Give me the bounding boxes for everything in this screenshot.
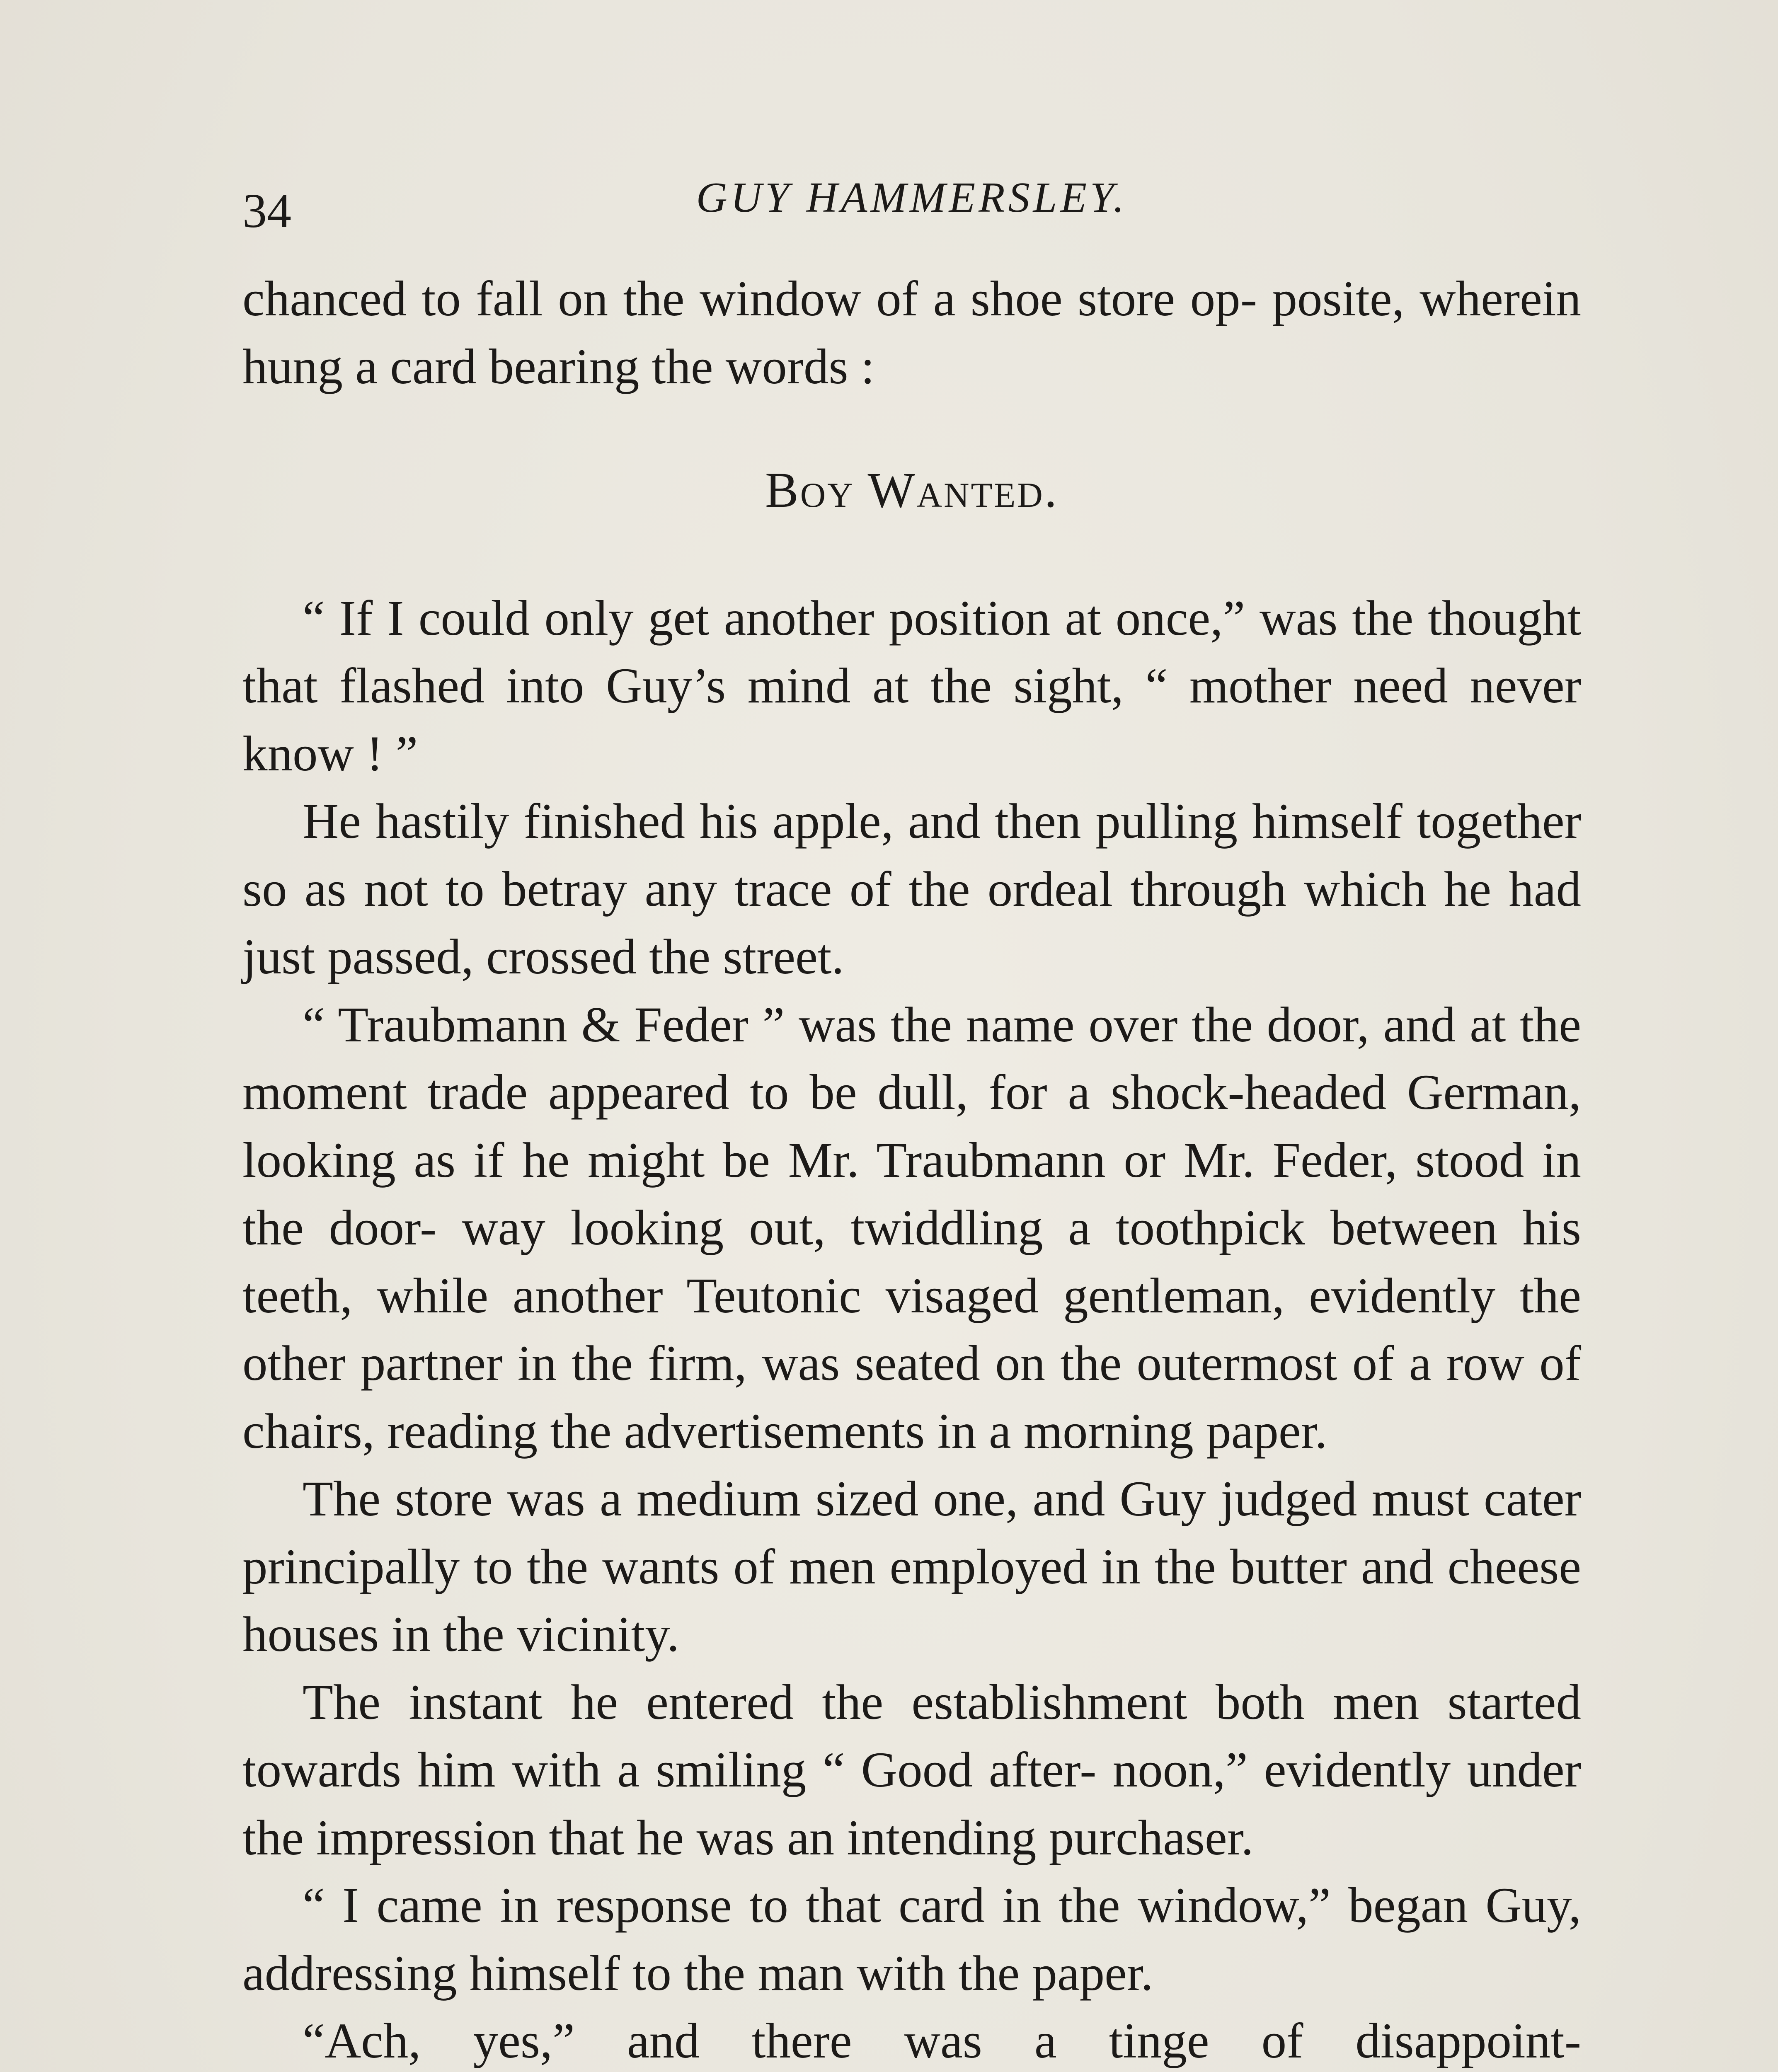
paragraph: The store was a medium sized one, and Guy judged must cater principally to the wants of men employed in the butter and cheese houses in the vicinity. [242,1471,1581,1662]
paragraph: The instant he entered the establishment both men started towards him with a smiling “ Good after- noon,” evidently under the impression that he was an intending purchaser. [242,1674,1581,1866]
paragraph: “ Traubmann & Feder ” was the name over the door, and at the moment trade appeared to be dull, for a shock-headed German, looking as if he might be Mr. Traubmann or Mr. Feder, stood in the door- way looking out, twiddling a toothpick between his teeth, while another Teutonic visaged gentleman, evidently the other partner in the firm, was seated on the outermost of a row of chairs, reading the advertisements in a morning paper. [242,997,1581,1459]
page-number: 34 [242,184,291,238]
running-head: GUY HAMMERSLEY. [696,174,1128,221]
paragraph: He hastily finished his apple, and then pulling himself together so as not to betray any trace of the ordeal through which he had just passed, crossed the street. [242,794,1581,985]
paragraph: “ If I could only get another position at once,” was the thought that flashed into Guy’s mind at the sight, “ mother need never know ! ” [242,590,1581,782]
paragraph: chanced to fall on the window of a shoe store op- posite, wherein hung a card bearing the words : [242,271,1581,395]
paragraph: “Ach, yes,” and there was a tinge of disappoint- [303,2013,1581,2069]
section-heading: Boy Wanted. [765,462,1059,518]
paragraph: “ I came in response to that card in the window,” began Guy, addressing himself to the man with the paper. [242,1878,1581,2001]
body-text [242,265,1581,2072]
page-header [242,170,1581,244]
